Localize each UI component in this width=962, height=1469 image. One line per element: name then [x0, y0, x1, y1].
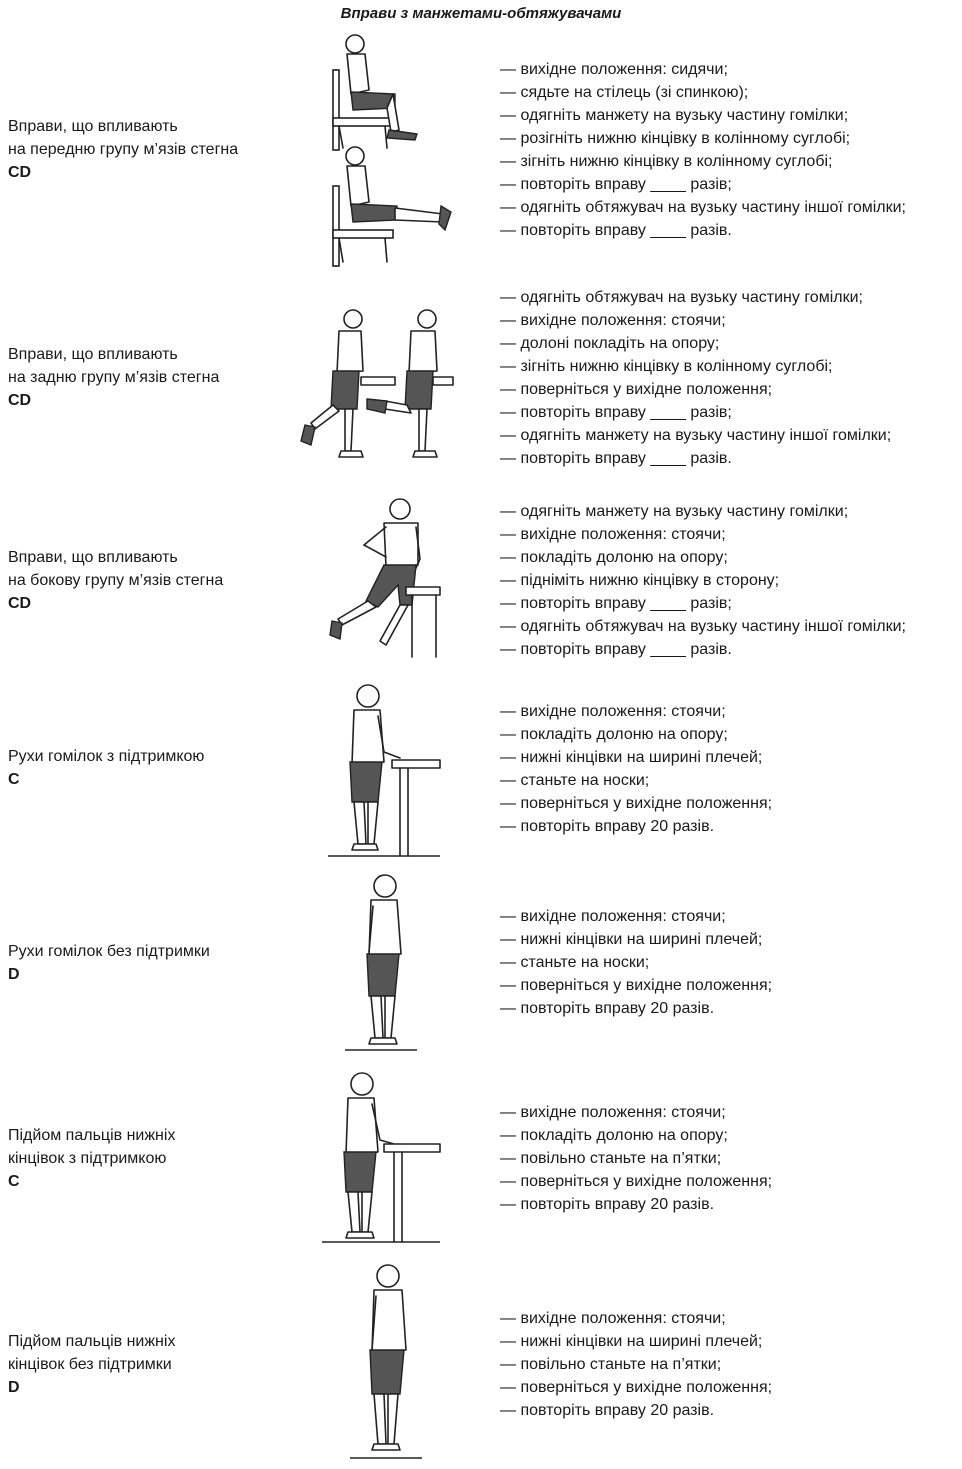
step-item: — станьте на носки; [500, 954, 650, 971]
exercise-code: D [8, 1379, 20, 1396]
step-item: — покладіть долоню на опору; [500, 549, 728, 566]
step-item: — розігніть нижню кінцівку в колінному суглобі; [500, 130, 851, 147]
exercise-label [8, 343, 308, 412]
step-item: — повторіть вправу 20 разів. [500, 1196, 715, 1213]
exercise-label-line: кінцівок без підтримки [8, 1356, 172, 1373]
exercise-steps [500, 58, 962, 242]
step-item: — поверніться у вихідне положення; [500, 795, 773, 812]
exercise-label [8, 940, 308, 986]
exercise-steps [500, 500, 962, 661]
exercise-label-line: кінцівок з підтримкою [8, 1150, 167, 1167]
step-item: — вихідне положення: стоячи; [500, 703, 726, 720]
step-item: — вихідне положення: стоячи; [500, 312, 726, 329]
step-item: — повторіть вправу ____ разів. [500, 641, 732, 658]
step-item: — повторіть вправу ____ разів; [500, 595, 732, 612]
step-item: — поверніться у вихідне положення; [500, 1379, 773, 1396]
exercise-steps [500, 1101, 962, 1216]
exercise-label [8, 1330, 308, 1399]
exercise-steps [500, 905, 962, 1020]
step-item: — долоні покладіть на опору; [500, 335, 720, 352]
exercise-code: D [8, 966, 20, 983]
exercise-label [8, 546, 308, 615]
step-item: — повторіть вправу ____ разів. [500, 222, 732, 239]
exercise-steps [500, 700, 962, 838]
exercise-label-line: Вправи, що впливають [8, 549, 178, 566]
step-item: — одягніть обтяжувач на вузьку частину гомілки; [500, 289, 863, 306]
supported-calf-raise-illustration [328, 682, 443, 860]
exercise-label-line: Вправи, що впливають [8, 118, 178, 135]
page-title: Вправи з манжетами-обтяжувачами [340, 5, 622, 22]
exercise-code: C [8, 1173, 20, 1190]
step-item: — вихідне положення: стоячи; [500, 1104, 726, 1121]
step-item: — повторіть вправу ____ разів; [500, 176, 732, 193]
unsupported-toe-raise-illustration [350, 1262, 425, 1464]
supported-toe-raise-illustration [322, 1068, 444, 1248]
step-item: — поверніться у вихідне положення; [500, 381, 773, 398]
step-item: — вихідне положення: стоячи; [500, 526, 726, 543]
seated-knee-extension-illustration [325, 30, 465, 268]
exercise-code: C [8, 771, 20, 788]
exercise-label-line: Підйом пальців нижніх [8, 1333, 176, 1350]
step-item: — одягніть манжету на вузьку частину гомілки; [500, 503, 849, 520]
exercise-label-line: Підйом пальців нижніх [8, 1127, 176, 1144]
exercise-label-line: Рухи гомілок без підтримки [8, 943, 210, 960]
exercise-label [8, 115, 308, 184]
step-item: — поверніться у вихідне положення; [500, 1173, 773, 1190]
side-leg-raise-illustration [328, 495, 443, 660]
exercise-label-line: на бокову групу м’язів стегна [8, 572, 224, 589]
exercise-label-line: Вправи, що впливають [8, 346, 178, 363]
step-item: — підніміть нижню кінцівку в сторону; [500, 572, 780, 589]
step-item: — повільно станьте на п’ятки; [500, 1150, 722, 1167]
exercise-steps [500, 1307, 962, 1422]
step-item: — зігніть нижню кінцівку в колінному суглобі; [500, 153, 833, 170]
exercise-label-line: Рухи гомілок з підтримкою [8, 748, 205, 765]
step-item: — одягніть манжету на вузьку частину гомілки; [500, 107, 849, 124]
exercise-label-line: на передню групу м’язів стегна [8, 141, 239, 158]
step-item: — одягніть обтяжувач на вузьку частину іншої гомілки; [500, 618, 906, 635]
step-item: — вихідне положення: стоячи; [500, 1310, 726, 1327]
step-item: — одягніть обтяжувач на вузьку частину іншої гомілки; [500, 199, 906, 216]
step-item: — одягніть манжету на вузьку частину іншої гомілки; [500, 427, 892, 444]
step-item: — нижні кінцівки на ширині плечей; [500, 1333, 763, 1350]
step-item: — поверніться у вихідне положення; [500, 977, 773, 994]
exercise-label [8, 1124, 308, 1193]
step-item: — вихідне положення: стоячи; [500, 908, 726, 925]
step-item: — зігніть нижню кінцівку в колінному суглобі; [500, 358, 833, 375]
exercise-code: CD [8, 164, 32, 181]
step-item: — повторіть вправу 20 разів. [500, 1402, 715, 1419]
step-item: — повторіть вправу 20 разів. [500, 1000, 715, 1017]
exercise-steps [500, 286, 962, 470]
step-item: — повільно станьте на п’ятки; [500, 1356, 722, 1373]
step-item: — нижні кінцівки на ширині плечей; [500, 931, 763, 948]
step-item: — станьте на носки; [500, 772, 650, 789]
step-item: — сядьте на стілець (зі спинкою); [500, 84, 749, 101]
step-item: — покладіть долоню на опору; [500, 726, 728, 743]
step-item: — нижні кінцівки на ширині плечей; [500, 749, 763, 766]
exercise-code: CD [8, 392, 32, 409]
step-item: — повторіть вправу ____ разів; [500, 404, 732, 421]
step-item: — вихідне положення: сидячи; [500, 61, 728, 78]
standing-knee-flexion-illustration [295, 305, 455, 465]
step-item: — повторіть вправу ____ разів. [500, 450, 732, 467]
exercise-label [8, 745, 308, 791]
step-item: — повторіть вправу 20 разів. [500, 818, 715, 835]
unsupported-calf-raise-illustration [345, 872, 420, 1054]
exercise-code: CD [8, 595, 32, 612]
step-item: — покладіть долоню на опору; [500, 1127, 728, 1144]
exercise-label-line: на задню групу м’язів стегна [8, 369, 220, 386]
